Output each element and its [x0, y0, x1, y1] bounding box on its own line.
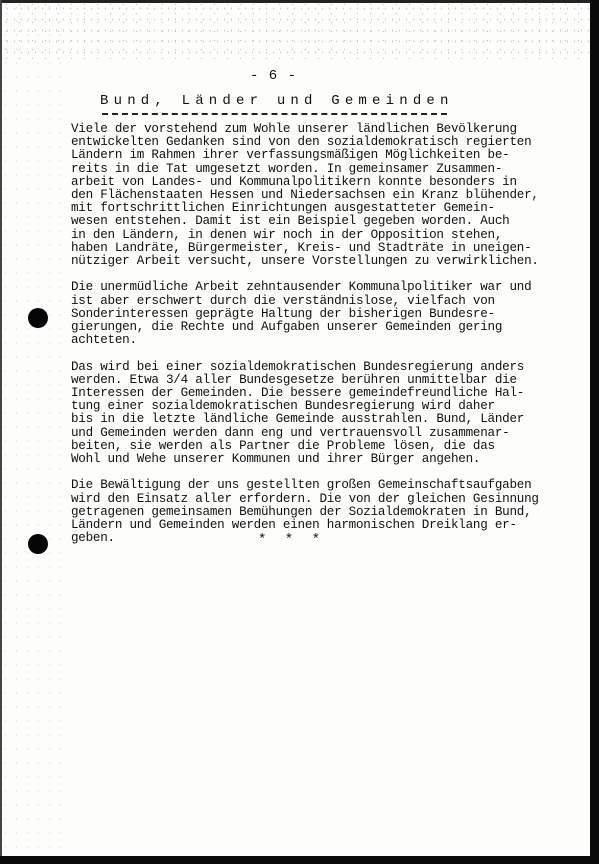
text-line: bis in die letzte ländliche Gemeinde ausstrahlen. Bund, Länder: [71, 412, 525, 427]
scan-edge-bottom: [0, 856, 599, 864]
text-line: wird den Einsatz aller erfordern. Die von der gleichen Gesinnung: [71, 491, 539, 506]
text-line: Interessen der Gemeinden. Die bessere gemeindefreundliche Hal-: [71, 386, 525, 401]
text-line: Ländern und Gemeinden werden einen harmonischen Dreiklang er-: [71, 518, 517, 533]
scan-edge-top: [0, 0, 599, 3]
punch-hole-icon: [28, 308, 48, 328]
section-separator: * * *: [258, 532, 326, 548]
text-line: haben Landräte, Bürgermeister, Kreis- und Stadträte in uneigen-: [71, 240, 532, 255]
text-line: werden. Etwa 3/4 aller Bundesgesetze berühren unmittelbar die: [71, 372, 517, 387]
section-heading: Bund, Länder und Gemeinden: [100, 93, 454, 109]
text-line: Viele der vorstehend zum Wohle unserer ländlichen Bevölkerung: [71, 122, 517, 136]
scan-noise-left: [0, 0, 70, 864]
text-line: Die Bewältigung der uns gestellten großen Gemeinschaftsaufgaben: [71, 478, 532, 493]
text-line: reits in die Tat umgesetzt worden. In gemeinsamer Zusammen-: [71, 161, 503, 176]
scan-edge-right: [590, 0, 599, 864]
text-line: gierungen, die Rechte und Aufgaben unserer Gemeinden gering: [71, 320, 503, 335]
text-line: Ländern im Rahmen ihrer verfassungsmäßigen Möglichkeiten be-: [71, 148, 510, 163]
text-line: Das wird bei einer sozialdemokratischen Bundesregierung anders: [71, 359, 525, 374]
scan-edge-left: [0, 0, 2, 864]
paragraph: [71, 361, 541, 467]
heading-underline: [102, 113, 447, 115]
text-line: und Gemeinden werden dann eng und vertrauensvoll zusammenar-: [71, 425, 510, 440]
paragraph: [71, 123, 541, 268]
page-number: - 6 -: [250, 68, 298, 84]
text-line: achteten.: [71, 333, 137, 348]
text-line: ist aber erschwert durch die verständnislose, vielfach von: [71, 293, 495, 308]
text-line: mit fortschrittlichen Einrichtungen ausgestatteter Gemein-: [71, 201, 495, 216]
body-text: [71, 123, 541, 559]
text-line: beiten, sie werden als Partner die Probleme lösen, die das: [71, 438, 495, 453]
text-line: in den Ländern, in denen wir noch in der Opposition stehen,: [71, 227, 503, 242]
text-line: Die unermüdliche Arbeit zehntausender Kommunalpolitiker war und: [71, 280, 532, 295]
text-line: tung einer sozialdemokratischen Bundesregierung wird daher: [71, 399, 495, 414]
text-line: geben.: [71, 531, 115, 546]
text-line: getragenen gemeinsamen Bemühungen der Sozialdemokraten in Bund,: [71, 504, 532, 519]
paragraph: [71, 281, 541, 347]
text-line: Sonderinteressen geprägte Haltung der bisherigen Bundesre-: [71, 306, 495, 321]
text-line: nütziger Arbeit versucht, unsere Vorstellungen zu verwirklichen.: [71, 254, 539, 269]
text-line: entwickelten Gedanken sind von den sozialdemokratisch regierten: [71, 135, 532, 150]
scan-noise: [0, 0, 599, 60]
text-line: Wohl und Wehe unserer Kommunen und ihrer Bürger angehen.: [71, 452, 481, 467]
text-line: arbeit von Landes- und Kommunalpolitikern konnte besonders in: [71, 174, 517, 189]
punch-hole-icon: [28, 534, 48, 554]
text-line: wesen entstehen. Damit ist ein Beispiel gegeben worden. Auch: [71, 214, 510, 229]
text-line: den Flächenstaaten Hessen und Niedersachsen ein Kranz blühender,: [71, 188, 539, 203]
